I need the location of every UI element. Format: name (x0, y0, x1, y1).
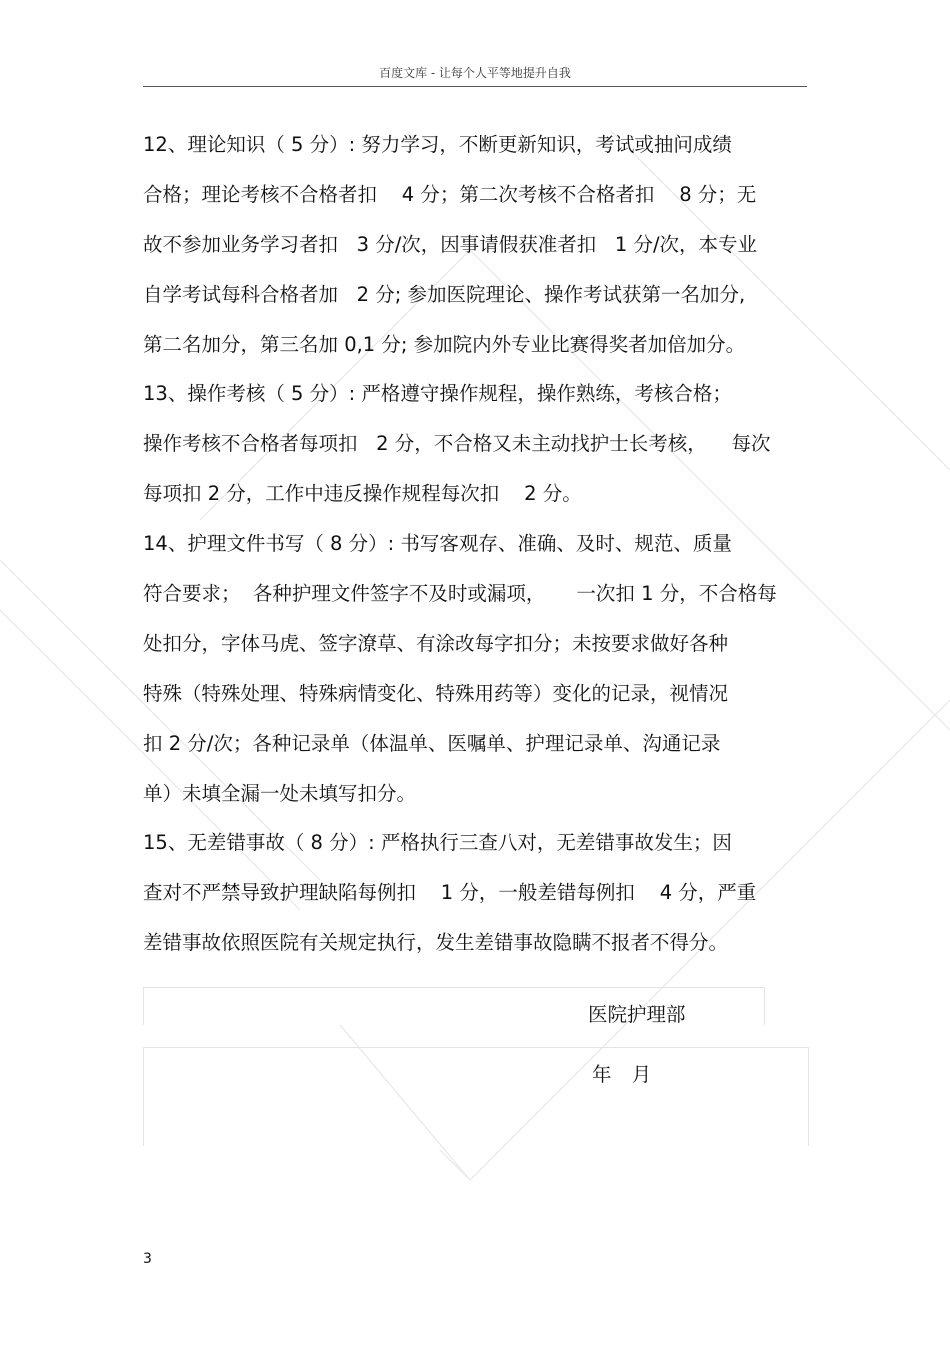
body-line: 单）未填全漏一处未填写扣分。 (143, 781, 417, 805)
body-line: 查对不严禁导致护理缺陷每例扣 1 分，一般差错每例扣 4 分，严重 (143, 881, 757, 905)
body-line: 第二名加分，第三名加 0,1 分; 参加院内外专业比赛得奖者加倍加分。 (143, 332, 746, 356)
body-line: 差错事故依照医院有关规定执行，发生差错事故隐瞒不报者不得分。 (143, 931, 729, 955)
header-rule (143, 86, 807, 87)
signature-frame-bottom (143, 1047, 809, 1146)
signature-date: 年 月 (592, 1063, 652, 1086)
body-line: 符合要求； 各种护理文件签字不及时或漏项， 一次扣 1 分，不合格每 (143, 582, 777, 606)
signature-department: 医院护理部 (588, 1003, 686, 1026)
body-line: 14、护理文件书写（ 8 分）: 书写客观存、准确、及时、规范、质量 (143, 532, 732, 556)
page-number: 3 (143, 1251, 152, 1267)
body-line: 每项扣 2 分，工作中违反操作规程每次扣 2 分。 (143, 482, 582, 506)
body-line: 操作考核不合格者每项扣 2 分，不合格又未主动找护士长考核， 每次 (143, 432, 771, 456)
body-line: 自学考试每科合格者加 2 分; 参加医院理论、操作考试获第一名加分, (143, 282, 746, 306)
body-line: 处扣分，字体马虎、签字潦草、有涂改每字扣分；未按要求做好各种 (143, 631, 729, 655)
body-line: 特殊（特殊处理、特殊病情变化、特殊用药等）变化的记录，视情况 (143, 681, 729, 705)
page-header: 百度文库 - 让每个人平等地提升自我 (379, 66, 571, 80)
body-line: 12、理论知识（ 5 分）: 努力学习，不断更新知识，考试或抽问成绩 (143, 133, 732, 156)
document-body (143, 120, 808, 968)
body-line: 13、操作考核（ 5 分）: 严格遵守操作规程，操作熟练，考核合格； (143, 382, 732, 406)
body-line: 合格；理论考核不合格者扣 4 分；第二次考核不合格者扣 8 分；无 (143, 182, 757, 206)
body-line: 15、无差错事故（ 8 分）: 严格执行三查八对，无差错事故发生；因 (143, 831, 732, 855)
body-line: 扣 2 分/次；各种记录单（体温单、医嘱单、护理记录单、沟通记录 (143, 731, 721, 755)
body-line: 故不参加业务学习者扣 3 分/次，因事请假获准者扣 1 分/次，本专业 (143, 232, 758, 256)
